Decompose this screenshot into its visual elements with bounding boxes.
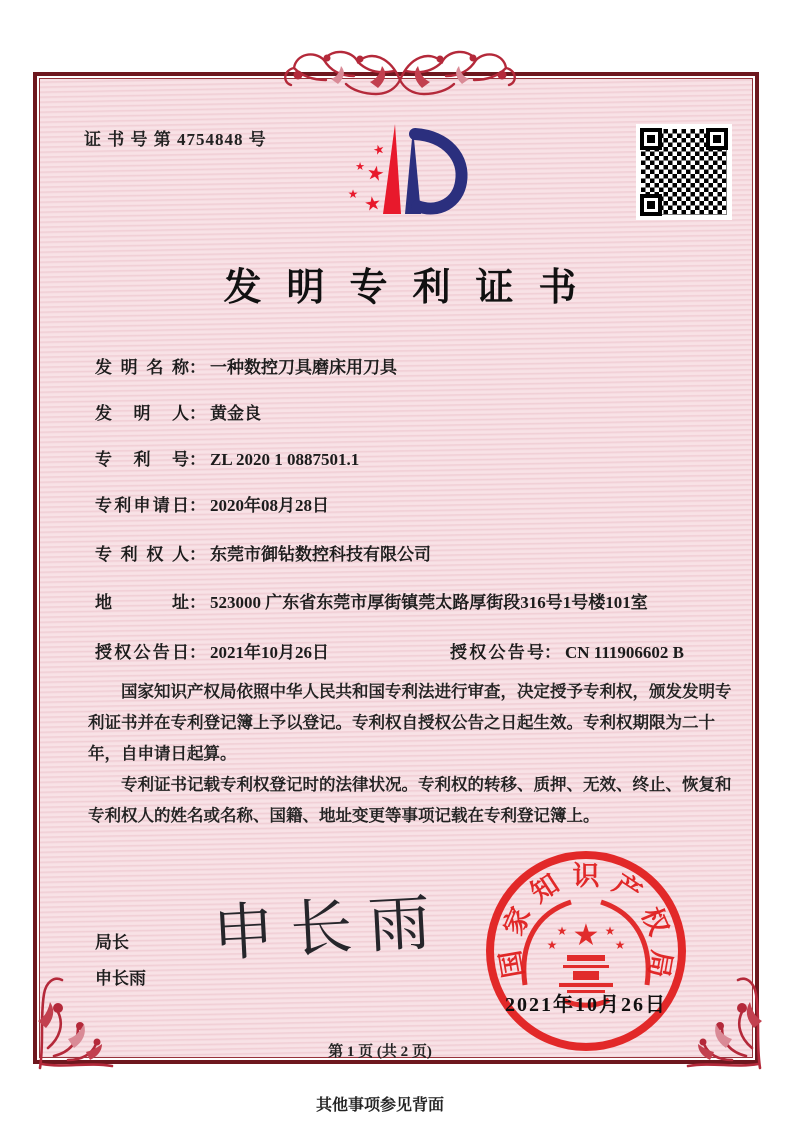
field-filing-date xyxy=(95,493,735,518)
field-colon: ： xyxy=(189,643,206,662)
seal-char: 知 xyxy=(525,868,565,909)
back-side-note: 其他事项参见背面 xyxy=(315,1097,444,1114)
seal-char: 家 xyxy=(498,902,537,940)
svg-text:★: ★ xyxy=(556,924,568,938)
qr-modules xyxy=(641,129,727,215)
legal-text xyxy=(88,676,732,831)
field-label: 专利申请日 xyxy=(95,496,189,515)
field-colon: ： xyxy=(189,496,206,515)
field-value: 2020年08月28日 xyxy=(210,496,329,515)
legal-paragraph: 国家知识产权局依照中华人民共和国专利法进行审查，决定授予专利权，颁发发明专利证书并在专利登记簿上予以登记。专利权自授权公告之日起生效。专利权期限为二十年，自申请日起算。 xyxy=(88,682,732,763)
field-value: 黄金良 xyxy=(210,404,261,423)
svg-text:★: ★ xyxy=(371,140,387,159)
svg-text:★: ★ xyxy=(355,161,365,173)
field-colon: ： xyxy=(189,593,206,612)
qr-finder-icon xyxy=(640,194,662,216)
seal-char: 权 xyxy=(635,902,674,940)
field-label: 授权公告日 xyxy=(95,643,189,662)
svg-text:★: ★ xyxy=(572,919,600,952)
field-colon: ： xyxy=(189,545,206,564)
field-value: CN 111906602 B xyxy=(565,643,685,662)
field-patentee xyxy=(95,542,735,567)
cnipa-logo-icon xyxy=(345,106,477,230)
qr-finder-icon xyxy=(640,128,662,150)
field-colon: ： xyxy=(544,643,561,662)
page-number: 第 1 页 (共 2 页) xyxy=(328,1044,432,1060)
field-grant-date-and-number xyxy=(95,640,735,665)
field-patent-number xyxy=(95,447,735,472)
field-invention-name xyxy=(95,355,735,380)
svg-text:★: ★ xyxy=(362,192,383,217)
commissioner-autograph: 申长雨 xyxy=(210,888,448,970)
svg-text:★: ★ xyxy=(614,938,626,952)
qr-finder-icon xyxy=(706,128,728,150)
field-label: 专利号 xyxy=(95,450,189,469)
field-inventor xyxy=(95,401,735,426)
seal-char: 国 xyxy=(495,948,530,980)
svg-text:★: ★ xyxy=(604,924,616,938)
page-title: 发明专利证书 xyxy=(223,267,602,309)
field-address xyxy=(95,590,735,615)
field-label: 专利权人 xyxy=(95,545,189,564)
svg-text:★: ★ xyxy=(546,938,558,952)
field-value: 2021年10月26日 xyxy=(210,643,329,662)
svg-text:★: ★ xyxy=(364,161,387,187)
top-scroll-ornament-icon xyxy=(278,44,522,102)
commissioner-title: 局长 xyxy=(95,933,129,952)
field-value: 523000 广东省东莞市厚街镇莞太路厚街段316号1号楼101室 xyxy=(210,593,648,612)
seal-char: 局 xyxy=(642,948,677,980)
seal-char: 产 xyxy=(607,868,647,909)
official-seal-icon xyxy=(480,845,692,1057)
field-label: 发明名称 xyxy=(95,358,189,377)
seal-date: 2021年10月26日 xyxy=(505,994,667,1016)
field-colon: ： xyxy=(189,404,206,423)
qr-code xyxy=(636,124,732,220)
commissioner-name: 申长雨 xyxy=(95,969,146,988)
legal-paragraph: 专利证书记载专利权登记时的法律状况。专利权的转移、质押、无效、终止、恢复和专利权人的姓名或名称、国籍、地址变更等事项记载在专利登记簿上。 xyxy=(88,775,732,825)
field-colon: ： xyxy=(189,450,206,469)
field-value: ZL 2020 1 0887501.1 xyxy=(210,450,360,469)
certificate-number: 证 书 号 第 4754848 号 xyxy=(84,130,267,149)
field-label: 发明人 xyxy=(95,404,189,423)
field-label: 地址 xyxy=(95,593,189,612)
field-value: 一种数控刀具磨床用刀具 xyxy=(210,358,397,377)
svg-text:★: ★ xyxy=(347,187,359,201)
field-colon: ： xyxy=(189,358,206,377)
field-value: 东莞市御钻数控科技有限公司 xyxy=(210,545,431,564)
seal-char: 识 xyxy=(572,861,600,891)
field-label: 授权公告号 xyxy=(450,643,544,662)
